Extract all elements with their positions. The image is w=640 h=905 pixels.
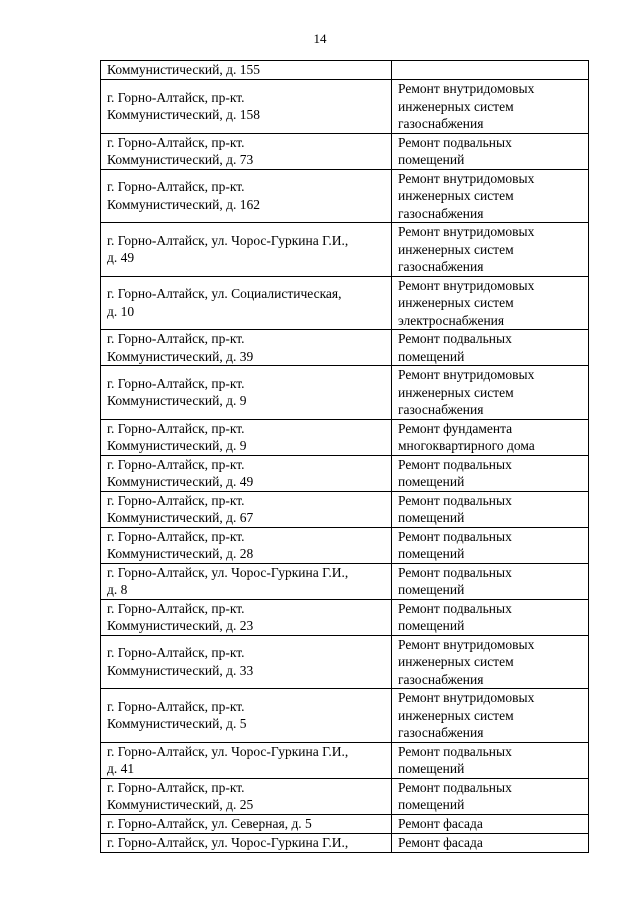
table-row [101, 635, 589, 689]
table-row [101, 419, 589, 455]
address-cell: г. Горно-Алтайск, пр-кт. Коммунистический, д. 33 [101, 635, 392, 689]
work-type-cell: Ремонт внутридомовых инженерных систем газоснабжения [392, 169, 589, 223]
table-row [101, 527, 589, 563]
address-cell: г. Горно-Алтайск, пр-кт. Коммунистический, д. 39 [101, 330, 392, 366]
address-cell: г. Горно-Алтайск, пр-кт. Коммунистический, д. 67 [101, 491, 392, 527]
table-row [101, 563, 589, 599]
work-type-cell: Ремонт внутридомовых инженерных систем газоснабжения [392, 223, 589, 277]
address-cell: г. Горно-Алтайск, ул. Чорос-Гуркина Г.И., д. 49 [101, 223, 392, 277]
table-row [101, 366, 589, 420]
address-cell: г. Горно-Алтайск, пр-кт. Коммунистический, д. 73 [101, 133, 392, 169]
repair-works-table [100, 60, 589, 853]
table-row [101, 61, 589, 80]
work-type-cell: Ремонт подвальных помещений [392, 330, 589, 366]
table-row [101, 491, 589, 527]
table-row [101, 778, 589, 814]
table-row [101, 814, 589, 833]
work-type-cell: Ремонт фундамента многоквартирного дома [392, 419, 589, 455]
work-type-cell: Ремонт подвальных помещений [392, 563, 589, 599]
work-type-cell: Ремонт подвальных помещений [392, 599, 589, 635]
table-row [101, 599, 589, 635]
table-row [101, 742, 589, 778]
address-cell: г. Горно-Алтайск, ул. Северная, д. 5 [101, 814, 392, 833]
work-type-cell: Ремонт подвальных помещений [392, 455, 589, 491]
table-row [101, 223, 589, 277]
table-row [101, 169, 589, 223]
address-cell: г. Горно-Алтайск, ул. Чорос-Гуркина Г.И., д. 8 [101, 563, 392, 599]
work-type-cell: Ремонт подвальных помещений [392, 778, 589, 814]
table-row [101, 689, 589, 743]
address-cell: г. Горно-Алтайск, пр-кт. Коммунистический, д. 25 [101, 778, 392, 814]
work-type-cell: Ремонт фасада [392, 814, 589, 833]
work-type-cell: Ремонт подвальных помещений [392, 133, 589, 169]
work-type-cell: Ремонт внутридомовых инженерных систем газоснабжения [392, 366, 589, 420]
address-cell: г. Горно-Алтайск, пр-кт. Коммунистический, д. 162 [101, 169, 392, 223]
address-cell: г. Горно-Алтайск, пр-кт. Коммунистический, д. 9 [101, 366, 392, 420]
address-cell: г. Горно-Алтайск, пр-кт. Коммунистический, д. 28 [101, 527, 392, 563]
table-row [101, 133, 589, 169]
address-cell: г. Горно-Алтайск, ул. Социалистическая, д. 10 [101, 276, 392, 330]
work-type-cell: Ремонт внутридомовых инженерных систем газоснабжения [392, 689, 589, 743]
page-number: 14 [313, 31, 327, 46]
work-type-cell: Ремонт подвальных помещений [392, 527, 589, 563]
address-cell: Коммунистический, д. 155 [101, 61, 392, 80]
work-type-cell: Ремонт внутридомовых инженерных систем электроснабжения [392, 276, 589, 330]
work-type-cell: Ремонт подвальных помещений [392, 491, 589, 527]
address-cell: г. Горно-Алтайск, пр-кт. Коммунистический, д. 5 [101, 689, 392, 743]
address-cell: г. Горно-Алтайск, пр-кт. Коммунистический, д. 23 [101, 599, 392, 635]
table-row [101, 276, 589, 330]
table-row [101, 80, 589, 134]
address-cell: г. Горно-Алтайск, ул. Чорос-Гуркина Г.И., д. 41 [101, 742, 392, 778]
table-row [101, 330, 589, 366]
address-cell: г. Горно-Алтайск, ул. Чорос-Гуркина Г.И., [101, 833, 392, 852]
work-type-cell: Ремонт фасада [392, 833, 589, 852]
work-type-cell [392, 61, 589, 80]
address-cell: г. Горно-Алтайск, пр-кт. Коммунистический, д. 9 [101, 419, 392, 455]
table-row [101, 833, 589, 852]
address-cell: г. Горно-Алтайск, пр-кт. Коммунистический, д. 49 [101, 455, 392, 491]
table-row [101, 455, 589, 491]
work-type-cell: Ремонт подвальных помещений [392, 742, 589, 778]
work-type-cell: Ремонт внутридомовых инженерных систем газоснабжения [392, 80, 589, 134]
work-type-cell: Ремонт внутридомовых инженерных систем газоснабжения [392, 635, 589, 689]
address-cell: г. Горно-Алтайск, пр-кт. Коммунистический, д. 158 [101, 80, 392, 134]
